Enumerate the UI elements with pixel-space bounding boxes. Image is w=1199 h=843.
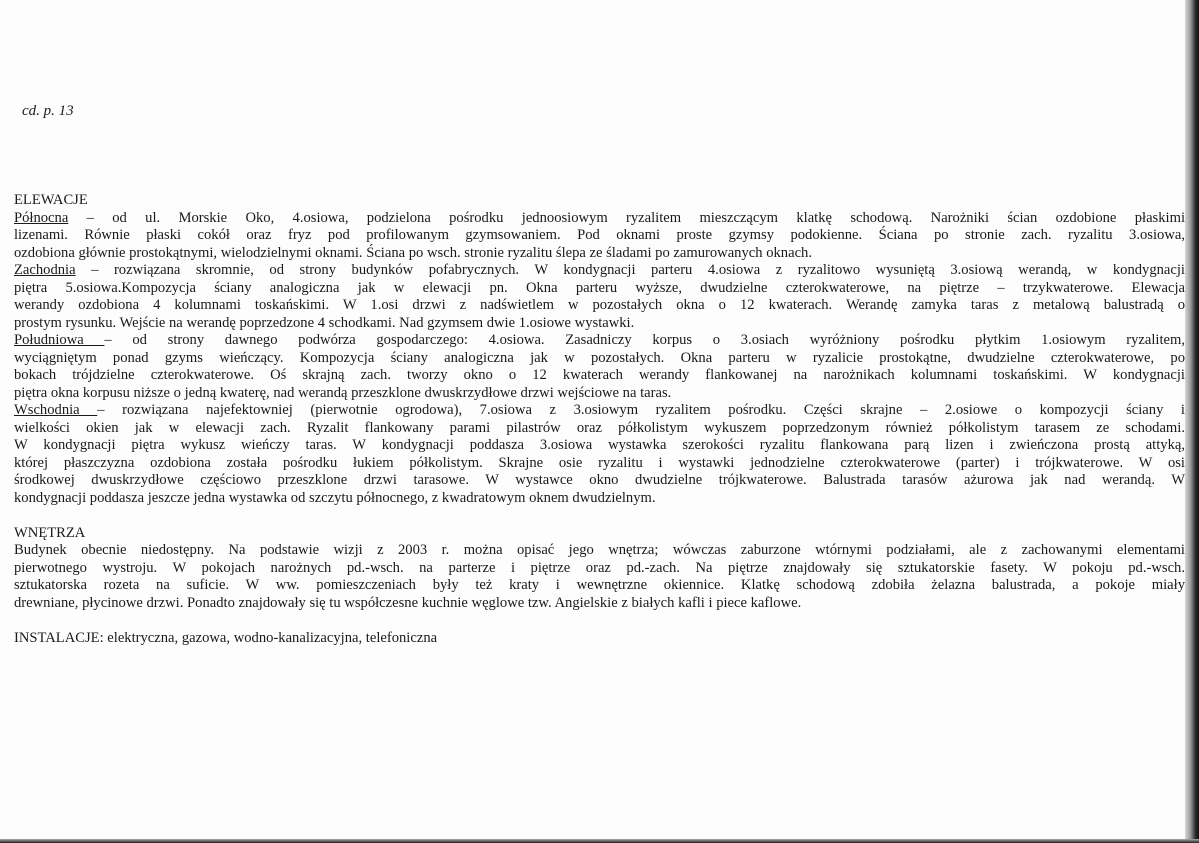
line-text: środkowej dwuskrzydłowe częściowo przeszklone drzwi tarasowe. W wystawce okno dwudzielne trójkwaterowe. Balustrada tarasów ażurowa jak nad werandą. W	[14, 472, 1185, 488]
line-text: – od strony dawnego podwórza gospodarczego: 4.osiowa. Zasadniczy korpus o 3.osiach wyróżniony pośrodku płytkim 1.osiowym ryzalitem,	[104, 332, 1185, 348]
elevation-title: Zachodnia	[14, 262, 76, 278]
document-body	[14, 192, 1185, 647]
line-text: pierwotnego wystroju. W pokojach narożnych pd.-wsch. na parterze i piętrze oraz pd.-zach. Na piętrze znajdowały się sztukatorskie fasety. W pokoju pd.-wsch.	[14, 559, 1185, 576]
line-text: werandy ozdobiona 4 kolumnami toskańskimi. W 1.osi drzwi z nadświetlem w pozostałych okna o 12 kwaterach. Werandę zamyka taras z metalową balustradą o	[14, 297, 1185, 313]
text-line	[14, 210, 1185, 228]
line-text: wielkości okien jak w elewacji zach. Ryzalit flankowany parami pilastrów oraz półkolistym wykuszem poprzedzonym również półkolistym tarasem ze schodami.	[14, 419, 1185, 436]
text-line	[14, 280, 1185, 298]
line-text: Budynek obecnie niedostępny. Na podstawie wizji z 2003 r. można opisać jego wnętrza; wówczas zaburzone wtórnymi podziałami, ale z zachowanymi elementami	[14, 542, 1185, 558]
line-text: piętra 5.osiowa.Kompozycja ściany analogiczna jak w elewacji pn. Okna parteru wyższe, dwudzielne czterokwaterowe, na piętrze – trzykwaterowe. Elewacja	[14, 279, 1185, 296]
text-line	[14, 332, 1185, 350]
line-text: piętra okna korpusu niższe o jedną kwaterę, nad werandą przeszklone dwuskrzydłowe drzwi wejściowe na taras.	[14, 384, 672, 401]
text-line	[14, 245, 1185, 263]
text-line	[14, 315, 1185, 333]
elewacje-sections	[14, 210, 1185, 508]
section-heading-elewacje: ELEWACJE	[14, 192, 88, 208]
text-line	[14, 560, 1185, 578]
text-line	[14, 350, 1185, 368]
line-text: bokach trójdzielne czterokwaterowe. Oś skrajną zach. tworzy okno o 12 kwaterach werandy flankowanej na narożnikach kolumnami toskańskimi. W kondygnacji	[14, 367, 1185, 383]
elevation-title: Północna	[14, 209, 69, 226]
line-text: lizenami. Równie płaski cokół oraz fryz pod profilowanym gzymsowaniem. Pod oknami proste gzymsy podokienne. Ściana po stronie zach. ryzalitu 3.osiowa,	[14, 227, 1185, 243]
page-reference: cd. p. 13	[22, 103, 74, 119]
text-line	[14, 420, 1185, 438]
elevation-paragraph	[14, 210, 1185, 263]
elevation-paragraph	[14, 262, 1185, 332]
line-text: prostym rysunku. Wejście na werandę poprzedzone 4 schodkami. Nad gzymsem dwie 1.osiowe wystawki.	[14, 314, 635, 331]
line-text: – rozwiązana najefektowniej (pierwotnie ogrodowa), 7.osiowa z 3.osiowym ryzalitem pośrodku. Części skrajne – 2.osiowe o kompozycji ściany i	[97, 402, 1185, 418]
line-text: – od ul. Morskie Oko, 4.osiowa, podzielona pośrodku jednoosiowym ryzalitem mieszczącym klatkę schodową. Narożniki ścian ozdobione płaskimi	[68, 209, 1185, 226]
elevation-title: Wschodnia	[14, 402, 98, 418]
line-text: której płaszczyzna ozdobiona została pośrodku łukiem półkolistym. Skrajne osie ryzalitu i wystawki jednodzielne czterokwaterowe (parter) i trójkwaterowe. W osi	[14, 454, 1185, 471]
wnetrza-paragraph	[14, 542, 1185, 612]
scan-edge-right	[1185, 0, 1199, 843]
scan-edge-bottom	[0, 839, 1199, 843]
text-line	[14, 385, 1185, 403]
line-text: W kondygnacji piętra wykusz wieńczy taras. W kondygnacji poddasza 3.osiowa wystawka szerokości ryzalitu flankowana parą lizen i zwieńczona prostą attyką,	[14, 437, 1185, 453]
text-line	[14, 490, 1185, 508]
text-line	[14, 455, 1185, 473]
text-line	[14, 542, 1185, 560]
text-line	[14, 472, 1185, 490]
line-text: – rozwiązana skromnie, od strony budynków pofabrycznych. W kondygnacji parteru 4.osiowa z ryzalitowo wysuniętą 3.osiową werandą, w kondygnacji	[75, 262, 1185, 278]
text-line	[14, 437, 1185, 455]
instalacje-line: INSTALACJE: elektryczna, gazowa, wodno-kanalizacyjna, telefoniczna	[14, 629, 438, 646]
elevation-paragraph	[14, 402, 1185, 507]
line-text: drewniane, płycinowe drzwi. Ponadto znajdowały się tu współczesne kuchnie węglowe tzw. Angielskie z białych kafli i piece kaflowe.	[14, 594, 802, 611]
text-line	[14, 262, 1185, 280]
line-text: ozdobiona głównie prostokątnymi, wielodzielnymi oknami. Ściana po wsch. stronie ryzalitu ślepa ze śladami po zamurowanych oknach.	[14, 244, 812, 261]
section-heading-wnetrza: WNĘTRZA	[14, 524, 86, 541]
text-line	[14, 227, 1185, 245]
elevation-paragraph	[14, 332, 1185, 402]
text-line	[14, 577, 1185, 595]
line-text: kondygnacji poddasza jeszcze jedna wystawka od szczytu północnego, z kwadratowym oknem dwudzielnym.	[14, 489, 656, 506]
elevation-title: Południowa	[14, 332, 105, 348]
text-line	[14, 595, 1185, 613]
text-line	[14, 297, 1185, 315]
line-text: wyciągniętym ponad gzyms wieńczący. Kompozycja ściany analogiczna jak w pozostałych. Okna parteru w ryzalicie prostokątne, dwudzielne czterokwaterowe, po	[14, 349, 1185, 366]
line-text: sztukatorska rozeta na suficie. W ww. pomieszczeniach były też kraty i wewnętrzne okiennice. Klatkę schodową zdobiła żelazna balustrada, a pokoje miały	[14, 577, 1185, 593]
text-line	[14, 402, 1185, 420]
text-line	[14, 367, 1185, 385]
